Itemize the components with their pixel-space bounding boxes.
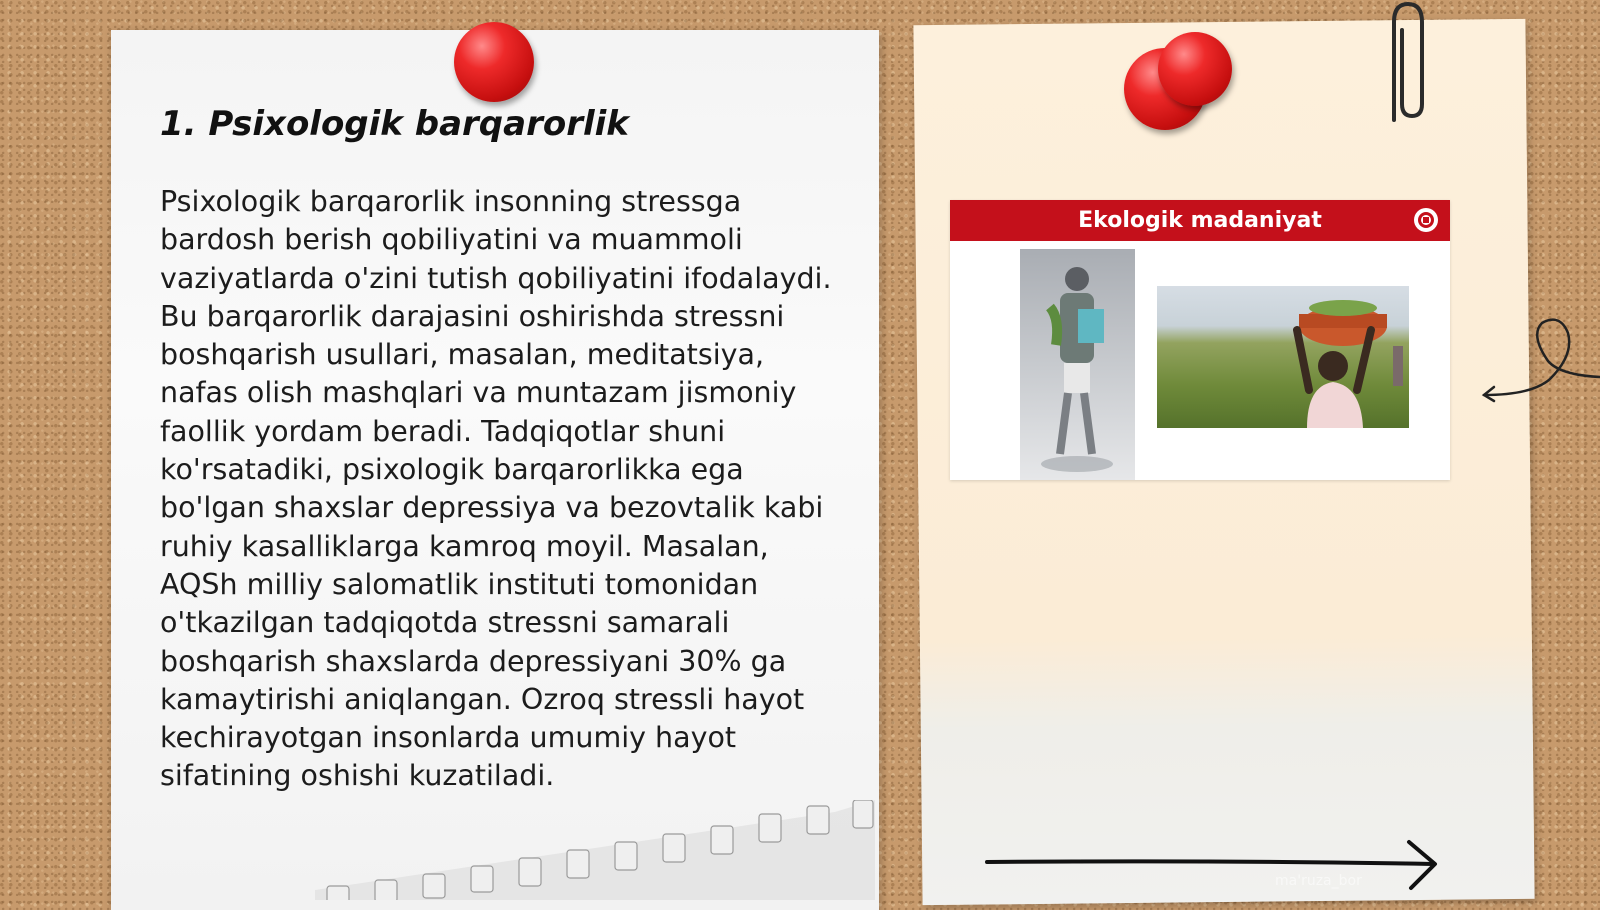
note-body-text: Psixologik barqarorlik insonning stressga bardosh berish qobiliyatini va muammoli vaziyatlarda o'zini tutish qobiliyatini ifodalaydi. Bu barqarorlik darajasini oshirishda stressni boshqarish usullari, masalan, meditatsiya, nafas olish mashqlari va muntazam jismoniy faollik yordam beradi. Tadqiqotlar shuni ko'rsatadiki, psixologik barqarorlikka ega bo'lgan shaxslar depressiya va bezovtalik kabi ruhiy kasalliklarga kamroq moyil. Masalan, AQSh milliy salomatlik instituti tomonidan o'tkazilgan tadqiqotda stressni samarali boshqarish shaxslarda depressiyani 30% ga kamaytirishi aniqlangan. Ozroq stressli hayot kechirayotgan insonlarda umumiy hayot sifatining oshishi kuzatiladi. [160,185,832,793]
photo-person-carrying-basket [1157,286,1409,428]
paperclip-icon [1380,0,1430,130]
slide-header [950,200,1450,241]
doodle-loop-arrow [1480,315,1600,405]
embedded-slide [950,200,1450,480]
slide-title: Ekologik madaniyat [1078,208,1322,233]
red-pushpin-left [454,22,534,102]
photo-figure-illustration [1020,249,1135,480]
note-title: 1. Psixologik barqarorlik [160,104,629,144]
arrow-right-icon [985,838,1445,898]
torn-spiral-edge [315,800,875,900]
red-pushpin-right-front [1158,32,1232,106]
emblem-icon [1414,208,1438,232]
watermark-text: ma'ruza_bor [1275,873,1362,889]
